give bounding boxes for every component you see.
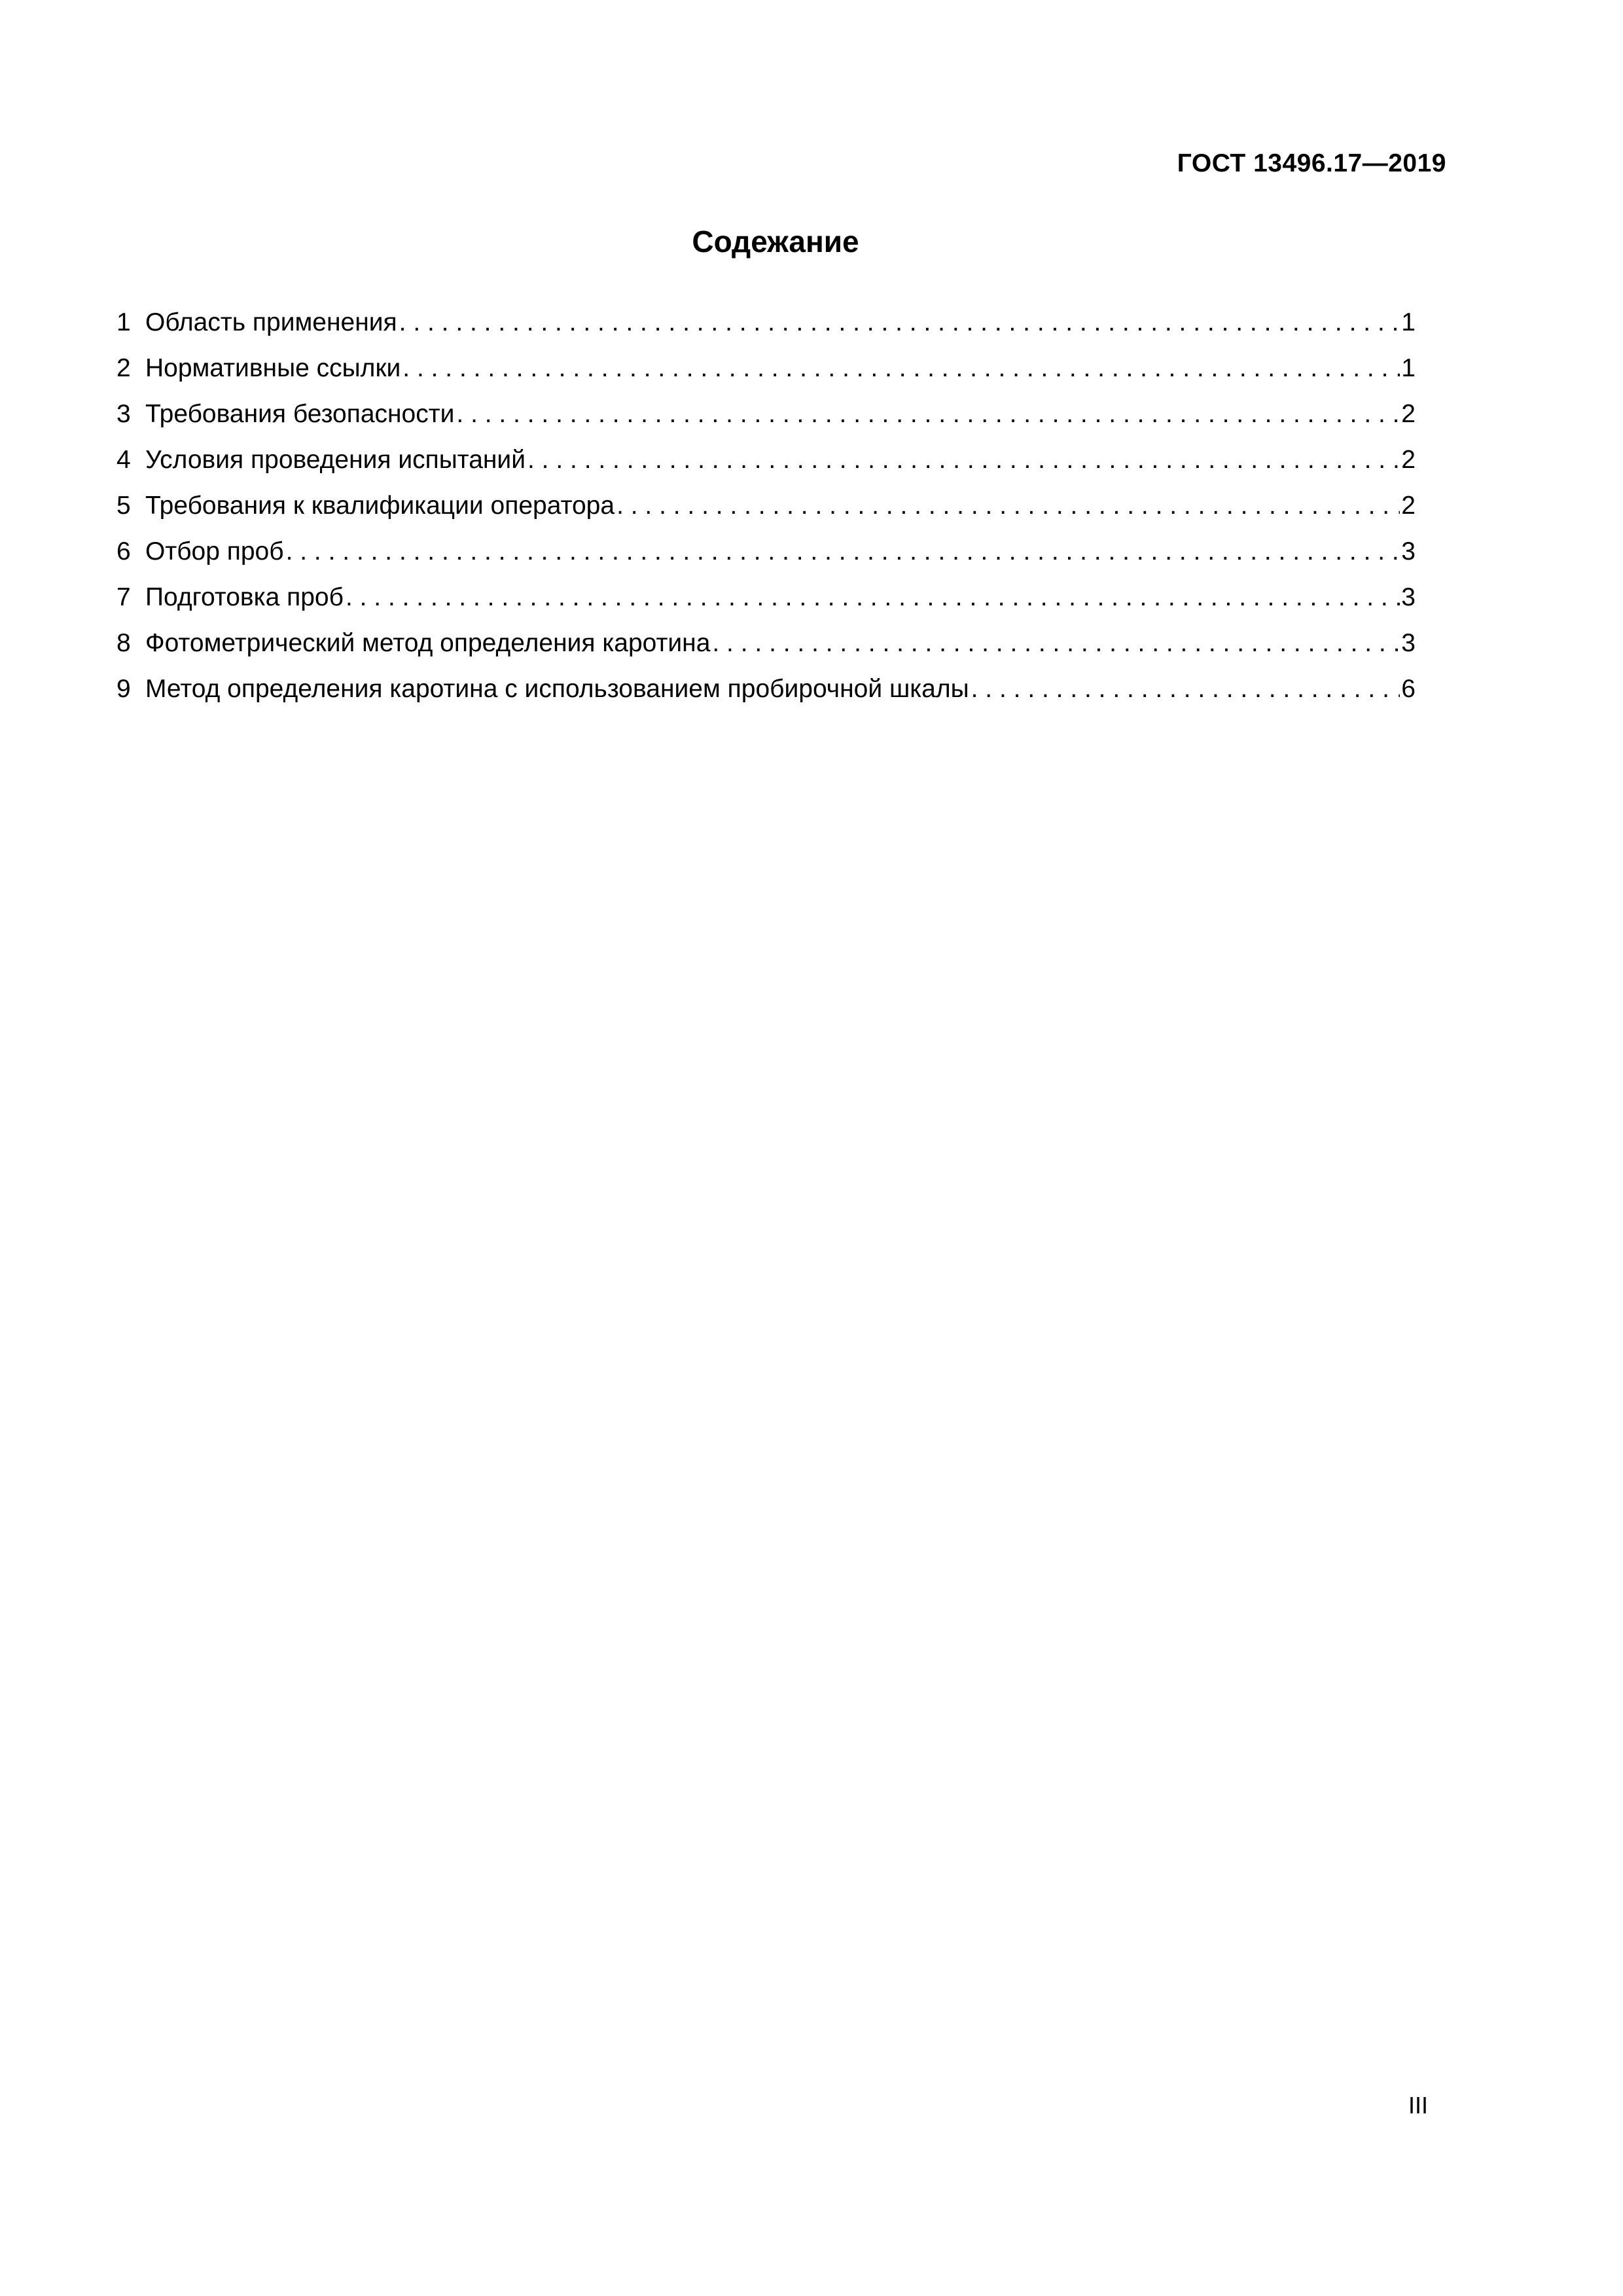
table-of-contents (116, 306, 1416, 719)
toc-entry-page: 2 (1401, 492, 1416, 520)
toc-entry-title: Отбор проб (145, 537, 284, 565)
toc-entry (116, 490, 1416, 535)
toc-entry (116, 673, 1416, 719)
toc-entry-number: 8 (116, 629, 131, 657)
toc-title: Содежание (692, 224, 859, 259)
toc-entry-title: Подготовка проб (145, 583, 344, 611)
toc-dot-leader (284, 535, 1400, 568)
toc-entry-number: 6 (116, 537, 131, 565)
page-number: III (1408, 2092, 1428, 2119)
toc-entry-number: 3 (116, 400, 131, 428)
toc-entry-title: Требования к квалификации оператора (145, 492, 615, 520)
toc-entry-page: 3 (1401, 537, 1416, 565)
toc-entry-title: Фотометрический метод определения каротина (145, 629, 711, 657)
toc-entry-title: Область применения (145, 308, 397, 336)
toc-dot-leader (344, 581, 1400, 614)
toc-entry-number: 7 (116, 583, 131, 611)
toc-entry-title: Нормативные ссылки (145, 354, 401, 382)
toc-entry-page: 3 (1401, 629, 1416, 657)
document-code: ГОСТ 13496.17—2019 (1177, 149, 1446, 177)
toc-entry (116, 352, 1416, 398)
toc-dot-leader (397, 306, 1400, 339)
toc-dot-leader (710, 627, 1400, 660)
toc-entry-page: 6 (1401, 675, 1416, 703)
toc-dot-leader (454, 398, 1400, 431)
toc-entry-page: 3 (1401, 583, 1416, 611)
toc-entry-title: Метод определения каротина с использованием пробирочной шкалы (145, 675, 969, 703)
toc-entry-number: 4 (116, 446, 131, 474)
toc-entry-page: 2 (1401, 400, 1416, 428)
toc-dot-leader (401, 352, 1400, 385)
toc-entry (116, 398, 1416, 444)
toc-entry-title: Требования безопасности (145, 400, 455, 428)
toc-dot-leader (526, 444, 1400, 476)
toc-entry-page: 1 (1401, 308, 1416, 336)
toc-entry-number: 9 (116, 675, 131, 703)
toc-entry-title: Условия проведения испытаний (145, 446, 526, 474)
toc-dot-leader (615, 490, 1400, 522)
toc-entry-number: 5 (116, 492, 131, 520)
toc-entry (116, 306, 1416, 352)
toc-entry-page: 2 (1401, 446, 1416, 474)
toc-entry (116, 627, 1416, 673)
toc-entry (116, 444, 1416, 490)
toc-dot-leader (969, 673, 1400, 706)
toc-entry (116, 535, 1416, 581)
toc-entry-page: 1 (1401, 354, 1416, 382)
toc-entry-number: 1 (116, 308, 131, 336)
toc-entry (116, 581, 1416, 627)
toc-entry-number: 2 (116, 354, 131, 382)
